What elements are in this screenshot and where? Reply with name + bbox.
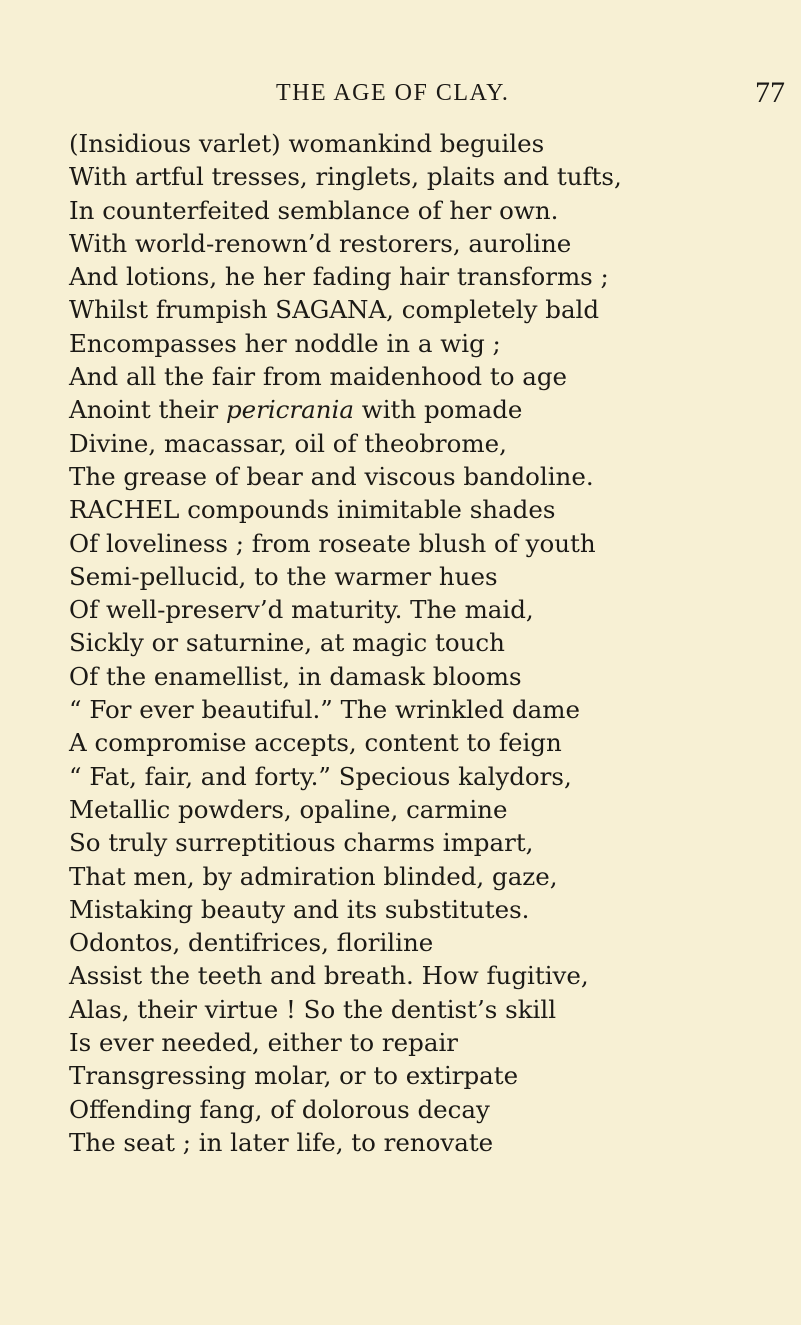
poem-line: Is ever needed, either to repair xyxy=(69,1028,458,1058)
poem-line: A compromise accepts, content to feign xyxy=(69,728,562,758)
poem-line: Semi-pellucid, to the warmer hues xyxy=(69,561,498,591)
poem-line: That men, by admiration blinded, gaze, xyxy=(69,861,558,891)
poem-line: So truly surreptitious charms impart, xyxy=(69,828,534,858)
page-number: 77 xyxy=(755,76,785,109)
poem-line: Of well-preserv’d maturity. The maid, xyxy=(69,595,534,625)
poem-line: Mistaking beauty and its substitutes. xyxy=(69,894,530,924)
poem-line: Of the enamellist, in damask blooms xyxy=(69,661,522,691)
poem-line: And lotions, he her fading hair transforms ; xyxy=(69,262,609,292)
line-text: Anoint their xyxy=(69,395,226,425)
poem-line: Sickly or saturnine, at magic touch xyxy=(69,628,505,658)
poem-line: Alas, their virtue ! So the dentist’s skill xyxy=(69,994,557,1024)
poem-line: Offending fang, of dolorous decay xyxy=(69,1094,490,1124)
poem-line: Of loveliness ; from roseate blush of youth xyxy=(69,528,596,558)
poem-line: The grease of bear and viscous bandoline. xyxy=(69,461,594,491)
poem-line: Transgressing molar, or to extirpate xyxy=(69,1061,519,1091)
poem-line: Assist the teeth and breath. How fugitive, xyxy=(69,961,589,991)
poem-line: In counterfeited semblance of her own. xyxy=(69,195,559,225)
italic-word: pericrania xyxy=(225,395,354,425)
running-head: THE AGE OF CLAY. xyxy=(276,80,510,106)
poem-line: “ For ever beautiful.” The wrinkled dame xyxy=(69,695,580,725)
poem-text xyxy=(69,127,781,1159)
poem-line: And all the fair from maidenhood to age xyxy=(69,362,568,392)
poem-line: With artful tresses, ringlets, plaits and tufts, xyxy=(69,162,622,192)
poem-line: Odontos, dentifrices, floriline xyxy=(69,928,434,958)
poem-line: (Insidious varlet) womankind beguiles xyxy=(69,129,545,158)
poem-line: Encompasses her noddle in a wig ; xyxy=(69,328,501,358)
line-text: with pomade xyxy=(353,395,523,425)
poem-line: Whilst frumpish SAGANA, completely bald xyxy=(69,295,600,325)
poem-line xyxy=(69,393,781,426)
poem-line: “ Fat, fair, and forty.” Specious kalydors, xyxy=(69,761,572,791)
poem-line: RACHEL compounds inimitable shades xyxy=(69,495,556,525)
poem-line: Metallic powders, opaline, carmine xyxy=(69,794,508,824)
poem-line: Divine, macassar, oil of theobrome, xyxy=(69,428,507,458)
poem-line: With world-renown’d restorers, auroline xyxy=(69,228,572,258)
poem-line: The seat ; in later life, to renovate xyxy=(69,1127,494,1157)
page-header xyxy=(0,76,801,112)
